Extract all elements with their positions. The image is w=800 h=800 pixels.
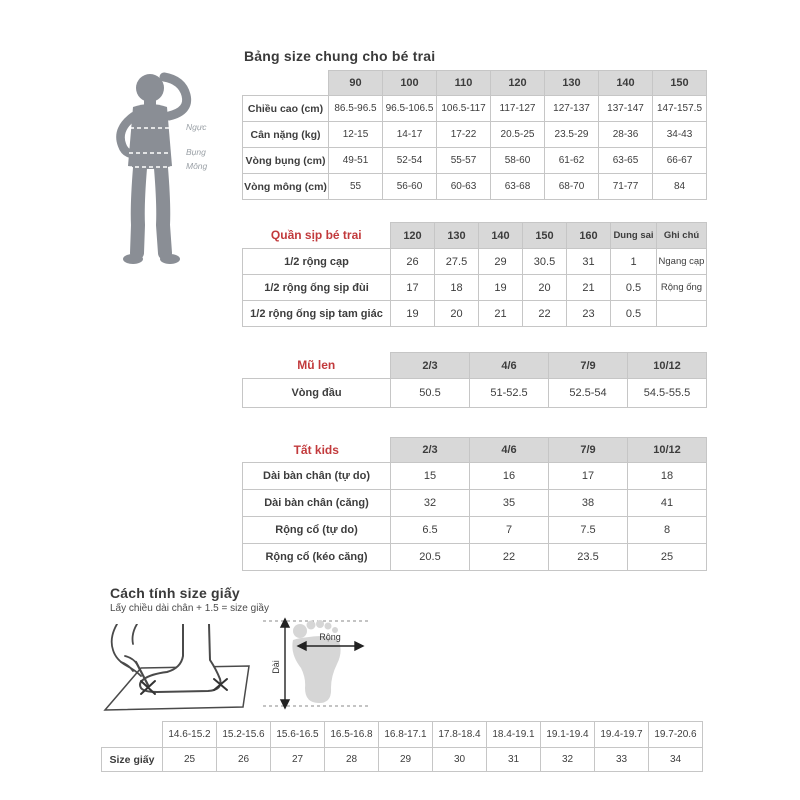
cell: 51-52.5 <box>470 379 549 408</box>
row-label: 1/2 rộng ống sịp đùi <box>243 275 391 301</box>
cell: 29 <box>479 249 523 275</box>
cell: 68-70 <box>545 174 599 200</box>
shoe-section-title: Cách tính size giấy <box>110 585 240 601</box>
cell: 7 <box>470 517 549 544</box>
cell: 52.5-54 <box>549 379 628 408</box>
cell: 20 <box>435 301 479 327</box>
range-cell: 14.6-15.2 <box>163 722 217 748</box>
col-header: Ghi chú <box>657 223 707 249</box>
cell: 14-17 <box>383 122 437 148</box>
col-header: 120 <box>391 223 435 249</box>
row-label: 1/2 rộng cạp <box>243 249 391 275</box>
cell: 63-65 <box>599 148 653 174</box>
cell: 16 <box>470 463 549 490</box>
cell: 147-157.5 <box>653 96 707 122</box>
cell: 54.5-55.5 <box>628 379 707 408</box>
row-label: 1/2 rộng ống sịp tam giác <box>243 301 391 327</box>
socks-size-table <box>242 437 707 571</box>
col-header: 110 <box>437 71 491 96</box>
cell: Ngang cạp <box>657 249 707 275</box>
table-row <box>243 275 707 301</box>
table-row <box>102 722 703 748</box>
table-row <box>243 301 707 327</box>
cell: 30.5 <box>523 249 567 275</box>
col-header: 2/3 <box>391 438 470 463</box>
col-header: 100 <box>383 71 437 96</box>
col-header: 10/12 <box>628 353 707 379</box>
cell: 23 <box>567 301 611 327</box>
table-row <box>243 463 707 490</box>
shoe-section-subtitle: Lấy chiều dài chân + 1.5 = size giầy <box>110 603 269 614</box>
cell: 63-68 <box>491 174 545 200</box>
cell: 117-127 <box>491 96 545 122</box>
cell: 17 <box>391 275 435 301</box>
cell: 26 <box>391 249 435 275</box>
col-header: Dung sai <box>611 223 657 249</box>
table-header-row <box>243 353 707 379</box>
cell: 20 <box>523 275 567 301</box>
foot-tracing-illustration <box>103 624 268 719</box>
cell: 127-137 <box>545 96 599 122</box>
col-header: 7/9 <box>549 438 628 463</box>
width-label: Rộng <box>319 632 341 642</box>
cell: 60-63 <box>437 174 491 200</box>
size-cell: 33 <box>595 748 649 772</box>
col-header: 7/9 <box>549 353 628 379</box>
cell: 0.5 <box>611 301 657 327</box>
general-size-table <box>242 70 707 200</box>
range-cell: 16.5-16.8 <box>325 722 379 748</box>
col-header: 140 <box>479 223 523 249</box>
range-cell: 19.7-20.6 <box>649 722 703 748</box>
cell: 12-15 <box>329 122 383 148</box>
size-cell: 29 <box>379 748 433 772</box>
size-cell: 25 <box>163 748 217 772</box>
col-header: 160 <box>567 223 611 249</box>
col-header: 4/6 <box>470 438 549 463</box>
page-title: Bảng size chung cho bé trai <box>244 48 436 64</box>
cell: 25 <box>628 544 707 571</box>
cell: 22 <box>523 301 567 327</box>
cell: 35 <box>470 490 549 517</box>
length-arrow <box>281 619 289 708</box>
size-cell: 34 <box>649 748 703 772</box>
size-cell: 30 <box>433 748 487 772</box>
row-label: Cân nặng (kg) <box>243 122 329 148</box>
row-label: Rộng cổ (kéo căng) <box>243 544 391 571</box>
table-header-row <box>243 71 707 96</box>
col-header: 90 <box>329 71 383 96</box>
cell: Rộng ống <box>657 275 707 301</box>
row-label: Dài bàn chân (tự do) <box>243 463 391 490</box>
cell: 34-43 <box>653 122 707 148</box>
table-row <box>243 122 707 148</box>
row-label: Size giấy <box>102 748 163 772</box>
cell: 28-36 <box>599 122 653 148</box>
table-header-row <box>243 438 707 463</box>
cell: 7.5 <box>549 517 628 544</box>
cell: 50.5 <box>391 379 470 408</box>
cell: 17-22 <box>437 122 491 148</box>
col-header: 10/12 <box>628 438 707 463</box>
row-label: Rộng cổ (tự do) <box>243 517 391 544</box>
cell: 1 <box>611 249 657 275</box>
row-label: Vòng mông (cm) <box>243 174 329 200</box>
hat-size-table <box>242 352 707 408</box>
cell: 86.5-96.5 <box>329 96 383 122</box>
range-cell: 16.8-17.1 <box>379 722 433 748</box>
cell: 137-147 <box>599 96 653 122</box>
cell: 58-60 <box>491 148 545 174</box>
col-header: 150 <box>653 71 707 96</box>
cell: 61-62 <box>545 148 599 174</box>
col-header: 150 <box>523 223 567 249</box>
size-cell: 31 <box>487 748 541 772</box>
col-header: 120 <box>491 71 545 96</box>
size-cell: 28 <box>325 748 379 772</box>
table-row <box>243 96 707 122</box>
cell: 15 <box>391 463 470 490</box>
col-header: 2/3 <box>391 353 470 379</box>
cell: 17 <box>549 463 628 490</box>
cell: 6.5 <box>391 517 470 544</box>
cell: 41 <box>628 490 707 517</box>
cell: 32 <box>391 490 470 517</box>
cell <box>657 301 707 327</box>
size-cell: 27 <box>271 748 325 772</box>
cell: 106.5-117 <box>437 96 491 122</box>
cell: 56-60 <box>383 174 437 200</box>
boy-silhouette-icon <box>100 65 230 270</box>
table-row <box>243 148 707 174</box>
cell: 55-57 <box>437 148 491 174</box>
row-label: Vòng đầu <box>243 379 391 408</box>
chest-label: Ngực <box>186 122 207 132</box>
underwear-size-table <box>242 222 707 327</box>
table-title: Tất kids <box>243 438 391 463</box>
row-label: Dài bàn chân (căng) <box>243 490 391 517</box>
cell: 19 <box>391 301 435 327</box>
cell: 23.5 <box>549 544 628 571</box>
hip-label: Mông <box>186 161 208 171</box>
range-cell: 18.4-19.1 <box>487 722 541 748</box>
hand-with-pencil <box>112 624 148 685</box>
cell: 55 <box>329 174 383 200</box>
table-header-row <box>243 223 707 249</box>
table-title: Mũ len <box>243 353 391 379</box>
table-row <box>243 544 707 571</box>
corner-cell <box>243 71 329 96</box>
table-row <box>243 249 707 275</box>
table-row <box>243 174 707 200</box>
cell: 71-77 <box>599 174 653 200</box>
row-label: Vòng bụng (cm) <box>243 148 329 174</box>
belly-label: Bụng <box>186 147 206 157</box>
cell: 66-67 <box>653 148 707 174</box>
range-cell: 19.1-19.4 <box>541 722 595 748</box>
cell: 49-51 <box>329 148 383 174</box>
cell: 20.5 <box>391 544 470 571</box>
cell: 23.5-29 <box>545 122 599 148</box>
corner-cell <box>102 722 163 748</box>
foot-outline <box>140 624 221 692</box>
range-cell: 19.4-19.7 <box>595 722 649 748</box>
cell: 8 <box>628 517 707 544</box>
length-label: Dài <box>271 660 281 674</box>
range-cell: 15.2-15.6 <box>217 722 271 748</box>
row-label: Chiều cao (cm) <box>243 96 329 122</box>
cell: 38 <box>549 490 628 517</box>
cell: 27.5 <box>435 249 479 275</box>
cell: 22 <box>470 544 549 571</box>
cell: 19 <box>479 275 523 301</box>
col-header: 130 <box>435 223 479 249</box>
cell: 21 <box>567 275 611 301</box>
table-row <box>243 490 707 517</box>
footprint-diagram <box>255 612 375 712</box>
table-row <box>243 517 707 544</box>
size-cell: 26 <box>217 748 271 772</box>
cell: 96.5-106.5 <box>383 96 437 122</box>
col-header: 130 <box>545 71 599 96</box>
range-cell: 15.6-16.5 <box>271 722 325 748</box>
cell: 84 <box>653 174 707 200</box>
col-header: 4/6 <box>470 353 549 379</box>
range-cell: 17.8-18.4 <box>433 722 487 748</box>
col-header: 140 <box>599 71 653 96</box>
cell: 52-54 <box>383 148 437 174</box>
cell: 18 <box>435 275 479 301</box>
table-title: Quần sịp bé trai <box>243 223 391 249</box>
cell: 20.5-25 <box>491 122 545 148</box>
cell: 31 <box>567 249 611 275</box>
cell: 21 <box>479 301 523 327</box>
table-row <box>243 379 707 408</box>
size-cell: 32 <box>541 748 595 772</box>
table-row <box>102 748 703 772</box>
cell: 0.5 <box>611 275 657 301</box>
cell: 18 <box>628 463 707 490</box>
shoe-size-table <box>101 721 703 772</box>
